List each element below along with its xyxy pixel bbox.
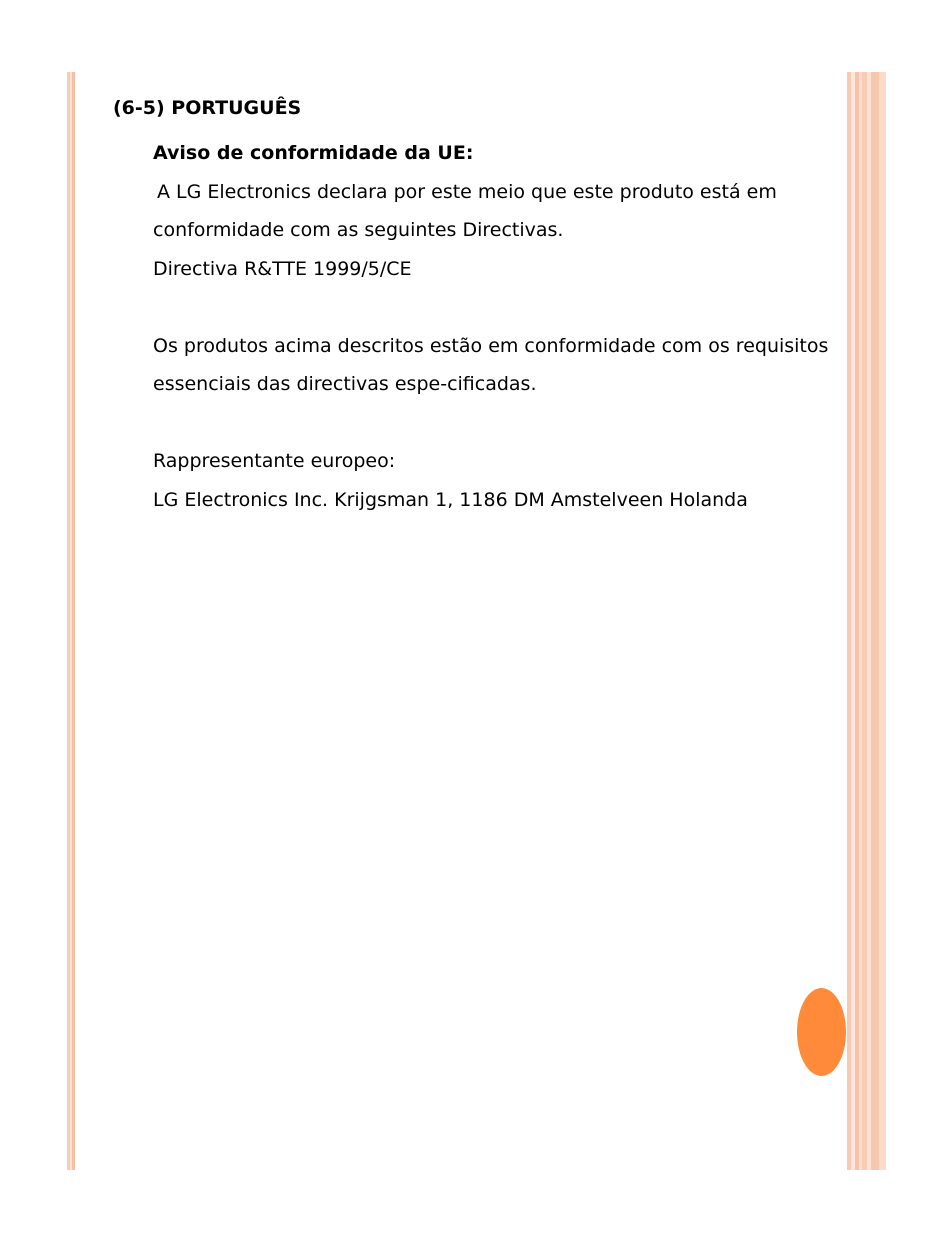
paragraph2-line1: Os produtos acima descritos estão em conformidade com os requisitos — [153, 334, 829, 357]
right-decorative-border — [847, 72, 886, 1170]
page-title: (6-5) PORTUGUÊS — [113, 97, 302, 119]
document-body — [153, 134, 833, 519]
paragraph3-line2: LG Electronics Inc. Krijgsman 1, 1186 DM Amstelveen Holanda — [153, 488, 748, 511]
paragraph2-line2: essenciais das directivas espe-cificadas. — [153, 373, 537, 395]
paragraph1-line2: conformidade com as seguintes Directivas. — [153, 219, 564, 241]
paragraph1-line1: A LG Electronics declara por este meio que este produto está em — [157, 180, 777, 203]
paragraph1-line3: Directiva R&TTE 1999/5/CE — [153, 257, 412, 280]
spacer — [153, 288, 833, 327]
paragraph3-line1: Rappresentante europeo: — [153, 450, 396, 472]
section-heading: Aviso de conformidade da UE: — [153, 142, 474, 164]
orange-oval-decoration — [797, 988, 846, 1076]
spacer — [153, 404, 833, 443]
left-decorative-border — [67, 72, 75, 1170]
